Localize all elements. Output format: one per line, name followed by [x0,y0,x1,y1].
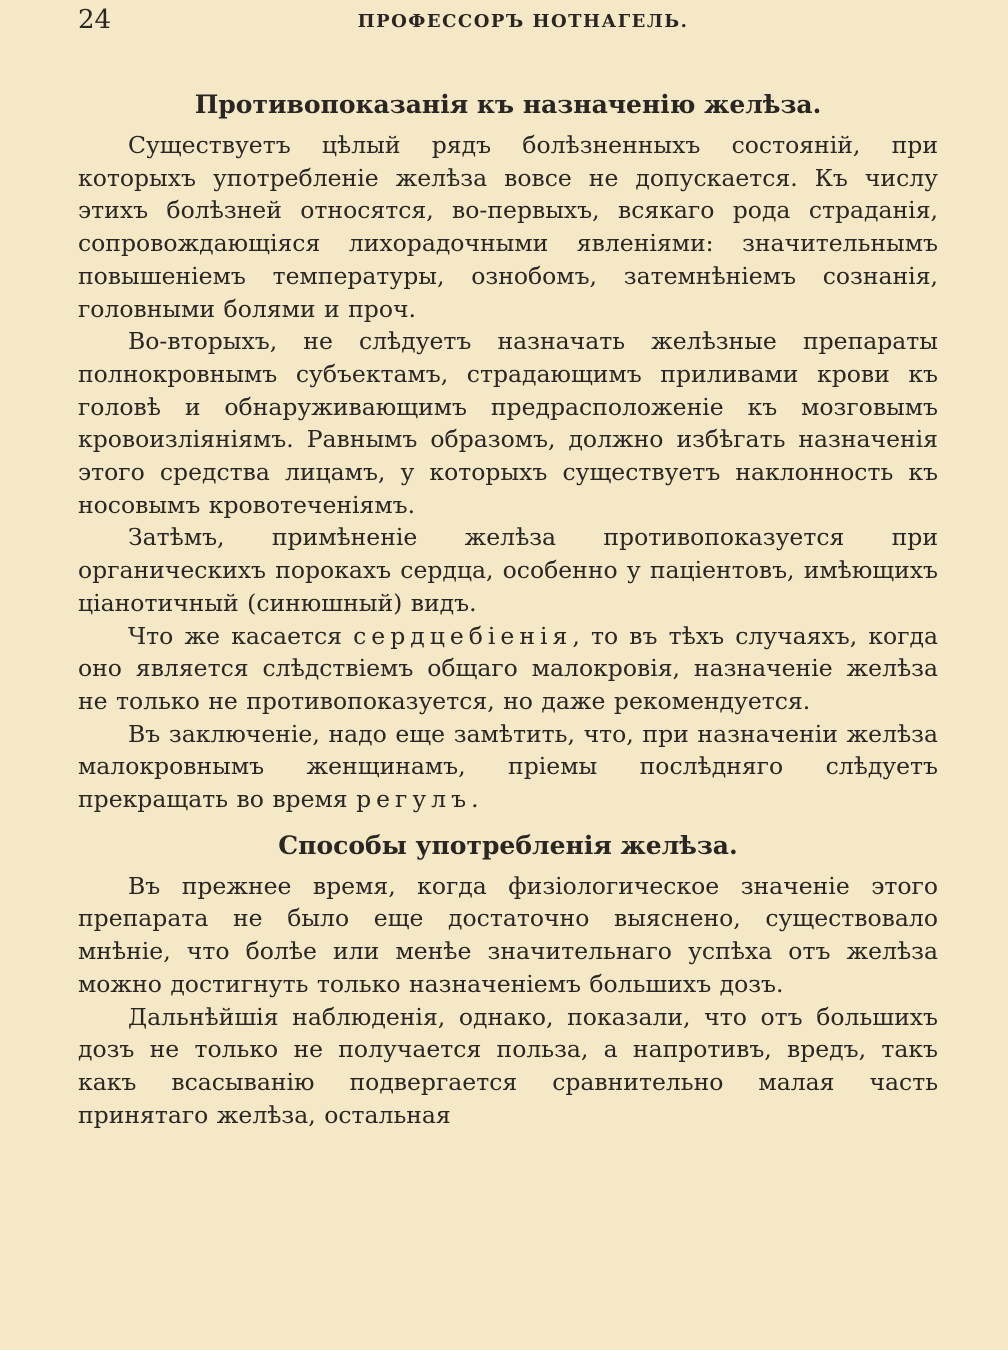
running-head [78,0,938,50]
spaced-emphasis: сердцебіенія [353,621,573,650]
text-run: . [471,785,479,814]
paragraph: Существуетъ цѣлый рядъ болѣзненныхъ состояній, при которыхъ употребленіе желѣза вовсе не допускается. Къ числу этихъ болѣзней относятся, во-первыхъ, всякаго рода страданія, сопровождающіяся лихорадочными явленіями: значительнымъ повышеніемъ температуры, ознобомъ, затемнѣніемъ сознанія, головными болями и проч. [78,131,938,323]
spaced-emphasis: регулъ [356,785,472,814]
section-heading-methods: Способы употребленія желѣза. [278,830,738,860]
paragraph [78,718,938,816]
paragraph: Во-вторыхъ, не слѣдуетъ назначать желѣзные препараты полнокровнымъ субъектамъ, страдающимъ приливами крови къ головѣ и обнаруживающимъ предрасположеніе къ мозговымъ кровоизліяніямъ. Равнымъ образомъ, должно избѣгать назначенія этого средства лицамъ, у которыхъ существуетъ наклонность къ носовымъ кровотеченіямъ. [78,327,938,519]
section-heading-contraindications: Противопоказанія къ назначенію желѣза. [194,90,822,119]
paragraph: Въ прежнее время, когда физіологическое значеніе этого препарата не было еще достаточно выяснено, существовало мнѣніе, что болѣе или менѣе значительнаго успѣха отъ желѣза можно достигнуть только назначеніемъ большихъ дозъ. [78,871,938,998]
text-run: Что же касается [128,621,354,650]
paragraph [78,620,938,718]
paragraph: Дальнѣйшія наблюденія, однако, показали, что отъ большихъ дозъ не только не получается польза, а напротивъ, вредъ, такъ какъ всасыванію подвергается сравнительно малая часть принятаго желѣза, остальная [78,1002,938,1129]
section-methods [78,870,938,1132]
text-run: Въ заключеніе, надо еще замѣтить, что, при назначеніи желѣза малокровнымъ женщинамъ, пріемы послѣдняго слѣдуетъ прекращать во время [78,719,938,814]
page-number: 24 [78,5,112,35]
paragraph: Затѣмъ, примѣненіе желѣза противопоказуется при органическихъ порокахъ сердца, особенно у паціентовъ, имѣющихъ ціанотичный (синюшный) видъ. [78,523,938,617]
section-contraindications [78,129,938,816]
running-title: ПРОФЕССОРЪ НОТНАГЕЛЬ. [357,11,689,32]
text-run: , то въ тѣхъ случаяхъ, когда оно является слѣдствіемъ общаго малокровія, назначеніе желѣза не только не противопоказуется, но даже рекомендуется. [78,621,938,715]
